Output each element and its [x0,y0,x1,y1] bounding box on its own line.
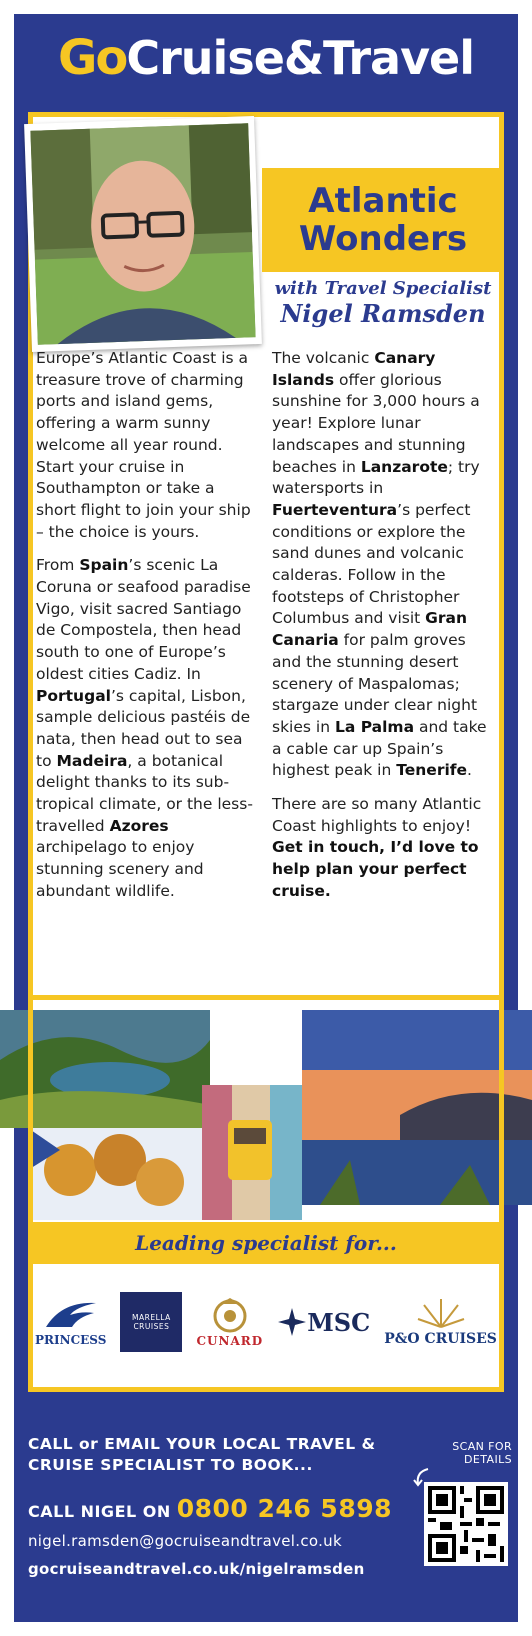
qr-code[interactable] [424,1482,508,1566]
cunard-logo [196,1296,263,1348]
article-left-column [36,348,254,915]
headline-line-2: Wonders [298,219,468,259]
princess-seawitch-icon [42,1297,100,1331]
msc-label: MSC [307,1307,371,1337]
princess-label: PRINCESS [35,1333,107,1347]
footer-phone-line [28,1494,392,1523]
princess-logo [35,1297,106,1347]
po-sunburst-icon [416,1297,466,1331]
right-paragraph-3: Get in touch, I’d love to help plan your perfect cruise. [272,838,479,900]
specialist-bar [28,1222,504,1264]
scan-label-2: DETAILS [464,1453,512,1466]
headline-box [262,168,504,272]
specialist-bar-text: Leading specialist for... [135,1231,397,1255]
logo-go: Go [57,30,127,86]
brand-logo [28,18,504,98]
article-right-column [272,348,494,915]
marella-logo [120,1292,182,1352]
po-cruises-logo [384,1297,497,1347]
right-paragraph-1: The volcanic Canary Islands offer glorious sunshine for 3,000 hours a year! Explore lunar landscapes and stunning beaches in Lanzarote; try watersports in Fuerteventura’s perfect conditions or explore the sand dunes and volcanic calderas. Follow in the footsteps of Christopher Columbus and visit Gran Canaria for palm groves and the stunning desert scenery of Maspalomas; stargaze under clear night skies in La Palma and take a cable car up Spain’s highest peak in Tenerife. [272,349,487,780]
email-link[interactable]: nigel.ramsden@gocruiseandtravel.co.uk [28,1532,342,1550]
cunard-label: CUNARD [196,1334,264,1348]
msc-logo [277,1307,370,1337]
footer-call-to-action: CALL or EMAIL YOUR LOCAL TRAVEL & CRUISE SPECIALIST TO BOOK... [28,1435,376,1474]
portrait-image [30,122,255,345]
contact-footer [14,1392,518,1622]
headline-line-1: Atlantic [308,181,458,221]
website-link[interactable]: gocruiseandtravel.co.uk/nigelramsden [28,1560,365,1578]
byline-name: Nigel Ramsden [280,299,486,328]
left-paragraph-1: Europe’s Atlantic Coast is a treasure trove of charming ports and island gems, offering a warm sunny welcome all year round. Start your cruise in Southampton or take a short flight to join your ship – the choice is yours. [36,349,251,541]
msc-compass-icon [277,1307,307,1337]
right-paragraph-2: There are so many Atlantic Coast highlights to enjoy! [272,795,482,835]
marella-label-2: CRUISES [133,1322,170,1331]
cunard-crest-icon [208,1296,252,1334]
call-label: CALL NIGEL ON [28,1502,171,1521]
phone-number[interactable]: 0800 246 5898 [176,1494,393,1523]
scan-label [432,1440,512,1466]
marella-label-1: MARELLA [132,1313,171,1322]
byline-line-1: with Travel Specialist [274,278,492,299]
cruise-line-logos [28,1272,504,1372]
byline [262,278,504,328]
specialist-photo [24,116,262,352]
logo-cruise-travel: Cruise&Travel [126,31,475,85]
po-cruises-label: P&O CRUISES [384,1331,497,1347]
scan-label-1: SCAN FOR [452,1440,512,1453]
left-paragraph-2: From Spain’s scenic La Coruna or seafood paradise Vigo, visit sacred Santiago de Compostela, then head south to one of Europe’s oldest cities Cadiz. In Portugal’s capital, Lisbon, sample delicious pastéis de nata, then head out to sea to Madeira, a botanical delight thanks to its sub-tropical climate, or the less-travelled Azores archipelago to enjoy stunning scenery and abundant wildlife. [36,556,253,900]
